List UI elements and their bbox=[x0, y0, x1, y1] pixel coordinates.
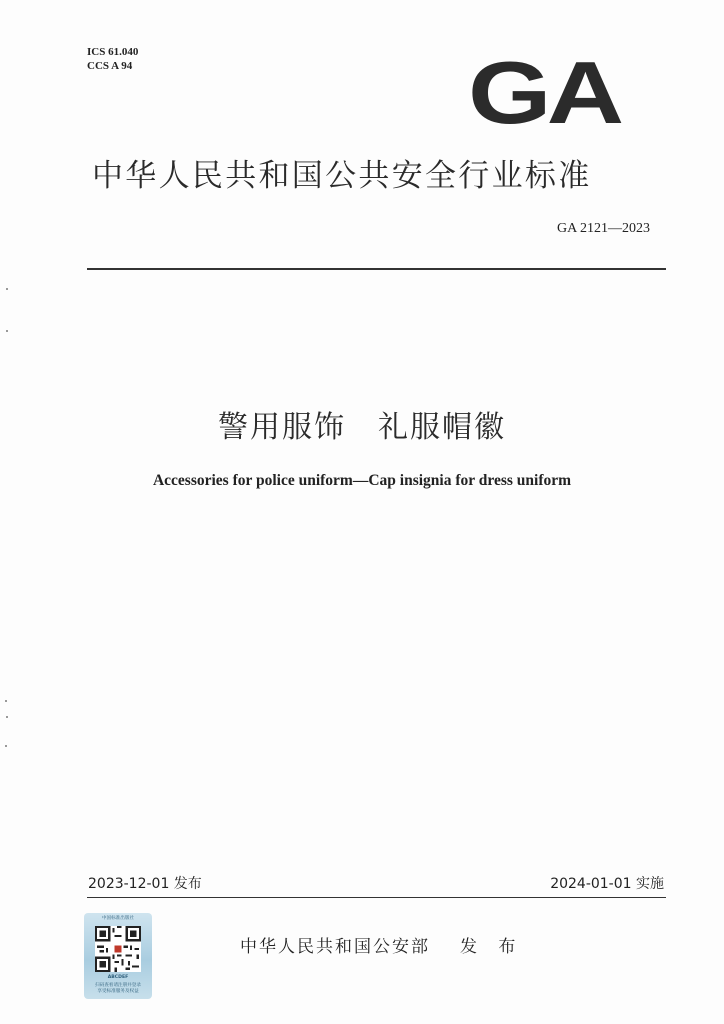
header-divider bbox=[87, 268, 666, 270]
publisher bbox=[240, 932, 523, 957]
ccs-code: CCS A 94 bbox=[87, 60, 133, 72]
scan-speck bbox=[5, 745, 7, 747]
publisher-name: 中华人民共和国公安部 bbox=[240, 937, 430, 957]
sticker-label: ABCDEF bbox=[107, 975, 129, 980]
classification-codes bbox=[87, 45, 138, 73]
publisher-verb: 发 布 bbox=[460, 937, 524, 957]
ics-code: ICS 61.040 bbox=[87, 46, 139, 58]
sticker-footer-line1: 扫码查看请注册并登录 bbox=[95, 983, 141, 988]
issue-date: 2023-12-01 发布 bbox=[88, 876, 202, 892]
document-title-chinese: 警用服饰 礼服帽徽 bbox=[218, 410, 506, 445]
scan-speck bbox=[6, 288, 8, 290]
footer-divider bbox=[87, 897, 666, 898]
ga-logo: GA bbox=[468, 43, 620, 142]
scan-speck bbox=[6, 330, 8, 332]
standard-category-title: 中华人民共和国公共安全行业标准 bbox=[92, 158, 592, 194]
scan-speck bbox=[6, 716, 8, 718]
qr-code-sticker[interactable] bbox=[84, 913, 152, 999]
sticker-header: 中国标准出版社 bbox=[101, 916, 135, 921]
sticker-footer-line2: 享受标准服务及权益 bbox=[97, 989, 139, 994]
scan-speck bbox=[5, 700, 7, 702]
standard-number: GA 2121—2023 bbox=[557, 221, 650, 236]
implementation-date: 2024-01-01 实施 bbox=[550, 876, 664, 892]
document-title-english: Accessories for police uniform—Cap insignia for dress uniform bbox=[152, 472, 572, 489]
qr-code-icon bbox=[95, 926, 141, 972]
